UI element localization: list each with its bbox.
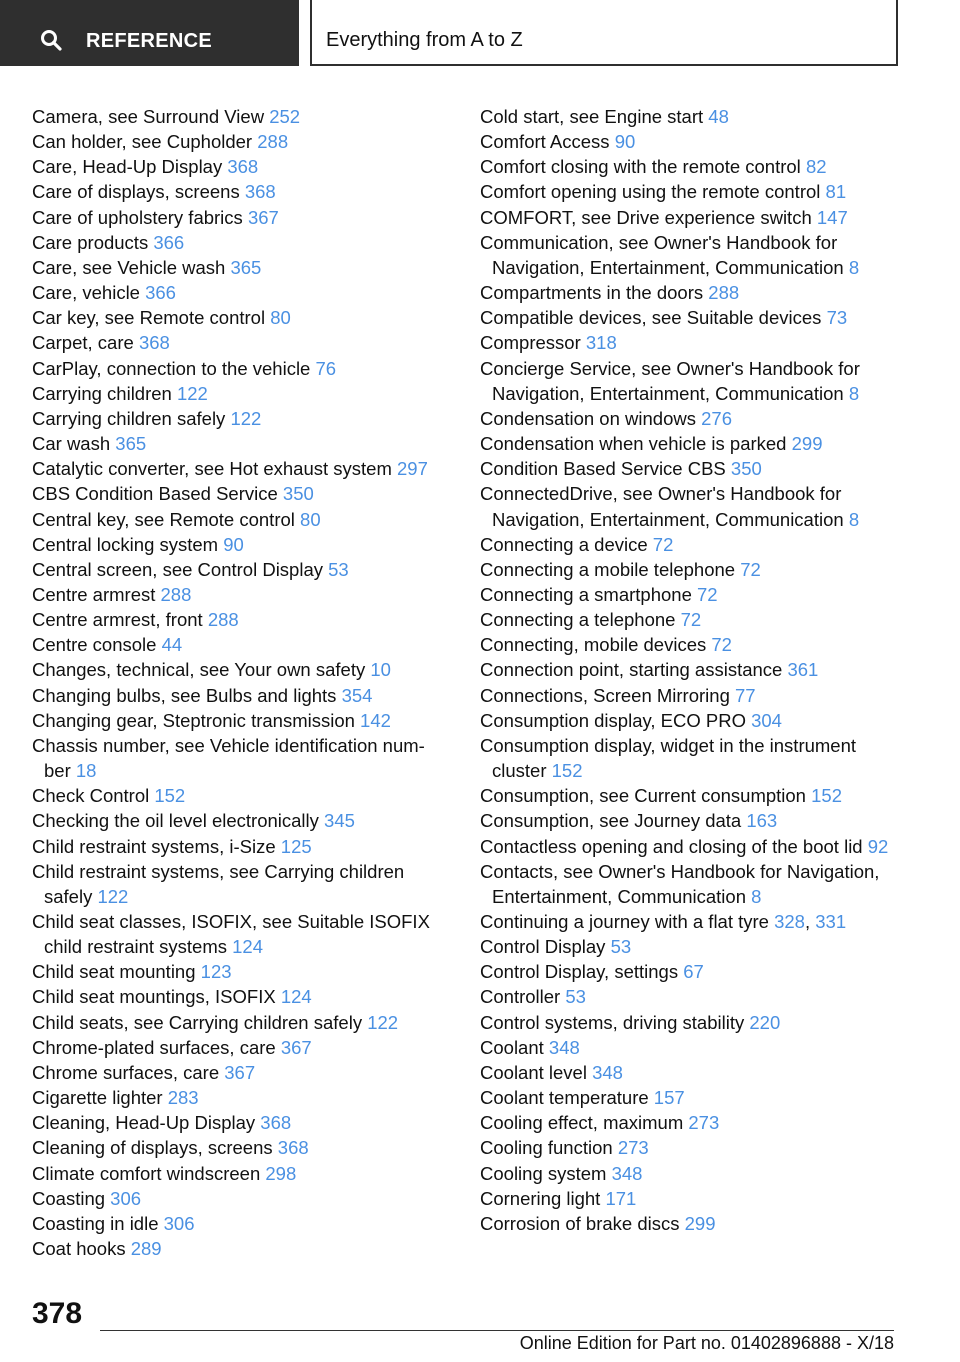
index-entry — [480, 783, 900, 808]
index-entry — [32, 356, 450, 381]
search-icon — [40, 29, 62, 51]
entry-term: COMFORT, see Drive experience switch — [480, 206, 812, 228]
index-entry — [480, 280, 900, 305]
entry-term: Connecting, mobile devices — [480, 634, 707, 656]
index-entry — [480, 1211, 900, 1236]
index-entry — [32, 255, 450, 280]
page-link[interactable]: 289 — [130, 1238, 162, 1260]
index-entry — [480, 557, 900, 582]
page-link[interactable]: 299 — [791, 433, 823, 455]
index-entry — [32, 909, 450, 959]
page-link[interactable]: 252 — [269, 106, 301, 127]
index-entry — [32, 959, 450, 984]
entry-term: Condensation when vehicle is parked — [480, 433, 787, 455]
page-link[interactable]: 122 — [97, 885, 129, 907]
page-link[interactable]: 304 — [751, 709, 782, 731]
entry-term: Condensation on windows — [480, 407, 696, 429]
page-link[interactable]: 53 — [565, 986, 586, 1008]
page-link[interactable]: 350 — [730, 458, 762, 480]
entry-term: ConnectedDrive, see Owner's Handbook for Navigation, Entertainment, Communication — [480, 483, 844, 530]
index-entry — [480, 356, 900, 406]
index-entry — [32, 557, 450, 582]
entry-term: Cooling system — [480, 1162, 607, 1184]
entry-term: Coolant — [480, 1036, 544, 1058]
edition-note: Online Edition for Part no. 01402896888 - X/18 — [519, 1333, 894, 1353]
breadcrumb — [310, 0, 898, 66]
entry-term: Can holder, see Cupholder — [32, 131, 253, 153]
page-link[interactable]: 90 — [223, 533, 244, 555]
page-link[interactable]: 10 — [370, 659, 391, 681]
page-link[interactable]: 80 — [300, 508, 321, 530]
page-link[interactable]: 331 — [815, 911, 847, 932]
entry-term: Controller — [480, 986, 561, 1008]
page-link[interactable]: 368 — [227, 156, 259, 178]
entry-term: Camera, see Surround View — [32, 106, 265, 127]
page-link[interactable]: 124 — [232, 936, 264, 958]
index-entry — [32, 406, 450, 431]
entry-term: Coasting — [32, 1187, 106, 1209]
entry-term: Communication, see Owner's Handbook for Navigation, Entertainment, Communication — [480, 231, 844, 278]
page-link[interactable]: 157 — [653, 1087, 685, 1109]
entry-term: Climate comfort windscreen — [32, 1162, 261, 1184]
entry-term: Consumption display, widget in the instrument cluster — [480, 734, 857, 782]
entry-term: Care of displays, screens — [32, 181, 240, 203]
entry-term: Compressor — [480, 332, 581, 354]
index-entry — [32, 1010, 450, 1035]
entry-term: Concierge Service, see Owner's Handbook for Navigation, Entertainment, Communication — [480, 357, 860, 404]
page-link[interactable]: 80 — [270, 307, 291, 329]
page-link[interactable]: 328 — [774, 911, 805, 932]
index-entry — [480, 632, 900, 657]
page-link[interactable]: 354 — [341, 684, 373, 706]
entry-term: Control Display — [480, 936, 606, 958]
page-link[interactable]: 122 — [230, 407, 262, 429]
page-link[interactable]: 72 — [740, 558, 761, 580]
entry-term: Cleaning, Head-Up Display — [32, 1112, 256, 1134]
entry-term: Connecting a telephone — [480, 609, 676, 631]
index-entry — [32, 1236, 450, 1261]
entry-term: Connecting a smartphone — [480, 583, 692, 605]
entry-term: Care, Head-Up Display — [32, 156, 223, 178]
entry-term: Child seat classes, ISOFIX, see Suitable ISOFIX child restraint systems — [32, 911, 430, 958]
index-entry — [480, 733, 900, 783]
index-entry — [480, 859, 900, 909]
entry-term: Care, vehicle — [32, 282, 140, 304]
index-entry — [32, 657, 450, 682]
entry-term: Care, see Vehicle wash — [32, 256, 226, 278]
index-entry — [480, 808, 900, 833]
index-entry — [32, 984, 450, 1009]
index-entry — [480, 1110, 900, 1135]
page-link[interactable]: 288 — [160, 583, 192, 605]
entry-term: Catalytic converter, see Hot exhaust system — [32, 458, 392, 480]
index-entry — [32, 154, 450, 179]
entry-term: Consumption, see Journey data — [480, 810, 742, 832]
index-entry — [32, 532, 450, 557]
page-link[interactable]: 367 — [224, 1061, 256, 1083]
entry-term: Coolant level — [480, 1061, 587, 1083]
page-header — [0, 0, 960, 66]
index-entry — [480, 330, 900, 355]
index-entry — [32, 1161, 450, 1186]
page-link[interactable]: 77 — [735, 684, 756, 706]
index-entry — [480, 305, 900, 330]
entry-term: Compatible devices, see Suitable devices — [480, 307, 822, 329]
entry-term: Condition Based Service CBS — [480, 458, 726, 480]
index-entry — [480, 154, 900, 179]
index-entry — [32, 632, 450, 657]
index-entry — [32, 431, 450, 456]
index-entry — [32, 179, 450, 204]
index-entry — [32, 230, 450, 255]
index-entry — [32, 507, 450, 532]
index-entry — [32, 1085, 450, 1110]
index-entry — [480, 532, 900, 557]
page-link[interactable]: 288 — [257, 131, 289, 153]
page-link[interactable]: 76 — [315, 357, 337, 379]
index-entry — [480, 1135, 900, 1160]
tab-label: REFERENCE — [86, 30, 213, 52]
page-link[interactable]: 53 — [328, 558, 349, 580]
index-entry — [32, 305, 450, 330]
page-link[interactable]: 365 — [230, 256, 262, 278]
page-link[interactable]: 163 — [746, 810, 778, 832]
entry-term: Consumption display, ECO PRO — [480, 709, 746, 731]
page-link[interactable]: 81 — [825, 181, 847, 203]
entry-term: Contactless opening and closing of the boot lid — [480, 835, 863, 857]
page-link[interactable]: 8 — [848, 256, 860, 278]
index-entry — [32, 783, 450, 808]
page-link[interactable]: 368 — [244, 181, 276, 203]
footer-divider — [100, 1330, 894, 1331]
entry-term: Control systems, driving stability — [480, 1011, 745, 1033]
index-entry — [480, 129, 900, 154]
entry-term: CarPlay, connection to the vehicle — [32, 357, 311, 379]
index-entry — [480, 1060, 900, 1085]
entry-term: Connection point, starting assistance — [480, 659, 783, 681]
index-entry — [32, 280, 450, 305]
entry-term: Child restraint systems, i-Size — [32, 835, 276, 857]
page-link[interactable]: 123 — [200, 961, 232, 983]
page-link[interactable]: 122 — [176, 382, 208, 404]
index-entry — [32, 1110, 450, 1135]
entry-term: Cleaning of displays, screens — [32, 1137, 273, 1159]
entry-term: Child seat mountings, ISOFIX — [32, 986, 276, 1008]
page-link[interactable]: 53 — [610, 936, 632, 958]
entry-term: CBS Condition Based Service — [32, 483, 278, 505]
entry-term: Changing gear, Steptronic transmission — [32, 709, 355, 731]
index-entry — [32, 859, 450, 909]
entry-term: Centre console — [32, 634, 157, 656]
page-link[interactable]: 72 — [697, 583, 718, 605]
index-entry — [32, 481, 450, 506]
entry-term: Cold start, see Engine start — [480, 106, 704, 127]
page-link[interactable]: 297 — [397, 458, 428, 480]
entry-term: Cooling function — [480, 1137, 613, 1159]
page-link[interactable]: 306 — [163, 1212, 195, 1234]
entry-term: Checking the oil level electronically — [32, 810, 319, 832]
page-link[interactable]: 220 — [749, 1011, 781, 1033]
index-entry — [32, 683, 450, 708]
index-entry — [480, 205, 900, 230]
page-link[interactable]: 366 — [145, 282, 176, 304]
entry-term: Care of upholstery fabrics — [32, 206, 243, 228]
page-link[interactable]: 73 — [826, 307, 848, 329]
entry-term: Control Display, settings — [480, 961, 679, 983]
page-link[interactable]: 299 — [684, 1212, 716, 1234]
page-link[interactable]: 361 — [787, 659, 819, 681]
index-entry — [480, 1186, 900, 1211]
entry-term: Changes, technical, see Your own safety — [32, 659, 366, 681]
index-entry — [480, 104, 900, 129]
index-entry — [32, 104, 450, 129]
entry-term: Chrome surfaces, care — [32, 1061, 220, 1083]
index-entry — [480, 456, 900, 481]
index-entry — [480, 984, 900, 1009]
entry-term: Connecting a mobile telephone — [480, 558, 736, 580]
page-link[interactable]: 72 — [680, 609, 702, 631]
entry-term: Changing bulbs, see Bulbs and lights — [32, 684, 337, 706]
entry-term: Cooling effect, maximum — [480, 1112, 684, 1134]
index-entry — [32, 582, 450, 607]
page-link[interactable]: 152 — [154, 785, 186, 807]
index-entry — [480, 834, 900, 859]
page-link[interactable]: 8 — [848, 382, 860, 404]
index-entry — [480, 1035, 900, 1060]
index-entry — [32, 834, 450, 859]
page-link[interactable]: 318 — [585, 332, 617, 354]
page-link[interactable]: 171 — [605, 1187, 637, 1209]
entry-term: Chrome-plated surfaces, care — [32, 1036, 276, 1058]
entry-term: Care products — [32, 231, 149, 253]
index-entry — [480, 657, 900, 682]
index-entry — [32, 1186, 450, 1211]
index-entry — [32, 129, 450, 154]
entry-term: Cigarette lighter — [32, 1087, 163, 1109]
index-entry — [480, 1161, 900, 1186]
page-link[interactable]: 367 — [247, 206, 279, 228]
entry-term: Check Control — [32, 785, 150, 807]
page-link[interactable]: 18 — [75, 760, 97, 782]
entry-term: Central screen, see Control Display — [32, 558, 323, 580]
entry-term: Carrying children safely — [32, 407, 226, 429]
page-link[interactable]: 125 — [280, 835, 312, 857]
page-link[interactable]: 8 — [751, 885, 762, 907]
index-entry — [32, 1060, 450, 1085]
index-entry — [32, 733, 450, 783]
page-link[interactable]: 367 — [280, 1036, 312, 1058]
index-entry — [32, 205, 450, 230]
page-separator: , — [804, 911, 811, 932]
page-link[interactable]: 147 — [816, 206, 848, 228]
entry-term: Coat hooks — [32, 1238, 126, 1260]
entry-term: Central locking system — [32, 533, 219, 555]
entry-term: Comfort opening using the remote control — [480, 181, 821, 203]
entry-term: Car key, see Remote control — [32, 307, 266, 329]
index-entry — [480, 230, 900, 280]
entry-term: Coolant temperature — [480, 1087, 649, 1109]
entry-term: Consumption, see Current consumption — [480, 785, 806, 807]
entry-term: Continuing a journey with a flat tyre — [480, 911, 769, 932]
page-link[interactable]: 152 — [811, 785, 842, 807]
entry-term: Centre armrest, front — [32, 609, 203, 631]
index-entry — [480, 909, 900, 934]
index-entry — [480, 708, 900, 733]
page-link[interactable]: 350 — [282, 483, 314, 505]
page-link[interactable]: 348 — [592, 1061, 623, 1083]
entry-term: Comfort Access — [480, 131, 610, 153]
index-entry — [480, 481, 900, 531]
index-entry — [480, 431, 900, 456]
page-link[interactable]: 298 — [265, 1162, 297, 1184]
index-entry — [32, 1035, 450, 1060]
page-number: 378 — [32, 1297, 83, 1330]
entry-term: Child seat mounting — [32, 961, 196, 983]
page-link[interactable]: 365 — [115, 433, 147, 455]
entry-term: Corrosion of brake discs — [480, 1212, 680, 1234]
page-link[interactable]: 44 — [161, 634, 183, 656]
entry-term: Car wash — [32, 433, 111, 455]
entry-term: Child seats, see Carrying children safely — [32, 1011, 363, 1033]
page-link[interactable]: 366 — [153, 231, 185, 253]
index-entry — [480, 683, 900, 708]
page-link[interactable]: 348 — [611, 1162, 643, 1184]
page-link[interactable]: 306 — [110, 1187, 142, 1209]
entry-term: Compartments in the doors — [480, 282, 704, 304]
index-entry — [480, 582, 900, 607]
page-link[interactable]: 48 — [708, 106, 729, 127]
page-link[interactable]: 273 — [688, 1112, 720, 1134]
index-entry — [32, 330, 450, 355]
entry-term: Connecting a device — [480, 533, 648, 555]
entry-term: Chassis number, see Vehicle identification num‐ ber — [32, 734, 425, 782]
entry-term: Cornering light — [480, 1187, 601, 1209]
entry-term: Carpet, care — [32, 332, 134, 354]
index-entry — [480, 179, 900, 204]
page-link[interactable]: 72 — [711, 634, 732, 656]
index-entry — [480, 607, 900, 632]
page-link[interactable]: 348 — [548, 1036, 580, 1058]
entry-term: Coasting in idle — [32, 1212, 159, 1234]
page-link[interactable]: 345 — [324, 810, 355, 832]
reference-tab[interactable] — [0, 0, 299, 66]
index-column-left — [32, 104, 450, 1261]
page-link[interactable]: 368 — [277, 1137, 309, 1159]
index-entry — [480, 406, 900, 431]
index-entry — [480, 1085, 900, 1110]
index-entry — [32, 808, 450, 833]
page-link[interactable]: 273 — [617, 1137, 649, 1159]
index-entry — [32, 1211, 450, 1236]
page-link[interactable]: 82 — [805, 156, 827, 178]
page-link[interactable]: 72 — [652, 533, 674, 555]
entry-term: Child restraint systems, see Carrying children safely — [32, 860, 405, 907]
entry-term: Comfort closing with the remote control — [480, 156, 801, 178]
page-link[interactable]: 276 — [701, 407, 732, 429]
page-link[interactable]: 67 — [683, 961, 704, 983]
index-entry — [32, 607, 450, 632]
entry-term: Central key, see Remote control — [32, 508, 295, 530]
index-entry — [480, 959, 900, 984]
page-link[interactable]: 288 — [708, 282, 740, 304]
index-entry — [32, 381, 450, 406]
index-entry — [32, 1135, 450, 1160]
page-link[interactable]: 368 — [260, 1112, 292, 1134]
index-entry — [32, 708, 450, 733]
page-link[interactable]: 124 — [280, 986, 312, 1008]
page-link[interactable]: 152 — [551, 760, 583, 782]
page-link[interactable]: 368 — [138, 332, 170, 354]
page-link[interactable]: 8 — [848, 508, 860, 530]
page-link[interactable]: 283 — [167, 1087, 199, 1109]
index-entry — [480, 1010, 900, 1035]
entry-term: Connections, Screen Mirroring — [480, 684, 730, 706]
entry-term: Centre armrest — [32, 583, 156, 605]
index-column-right — [480, 104, 900, 1236]
index-entry — [32, 456, 450, 481]
page-link[interactable]: 92 — [867, 835, 889, 857]
index-entry — [480, 934, 900, 959]
entry-term: Carrying children — [32, 382, 172, 404]
page-link[interactable]: 122 — [367, 1011, 399, 1033]
breadcrumb-text: Everything from A to Z — [326, 29, 523, 51]
entry-term: Contacts, see Owner's Handbook for Navigation, Entertainment, Communication — [480, 860, 880, 907]
page-link[interactable]: 90 — [614, 131, 636, 153]
page-link[interactable]: 142 — [360, 709, 391, 731]
page-link[interactable]: 288 — [207, 609, 239, 631]
